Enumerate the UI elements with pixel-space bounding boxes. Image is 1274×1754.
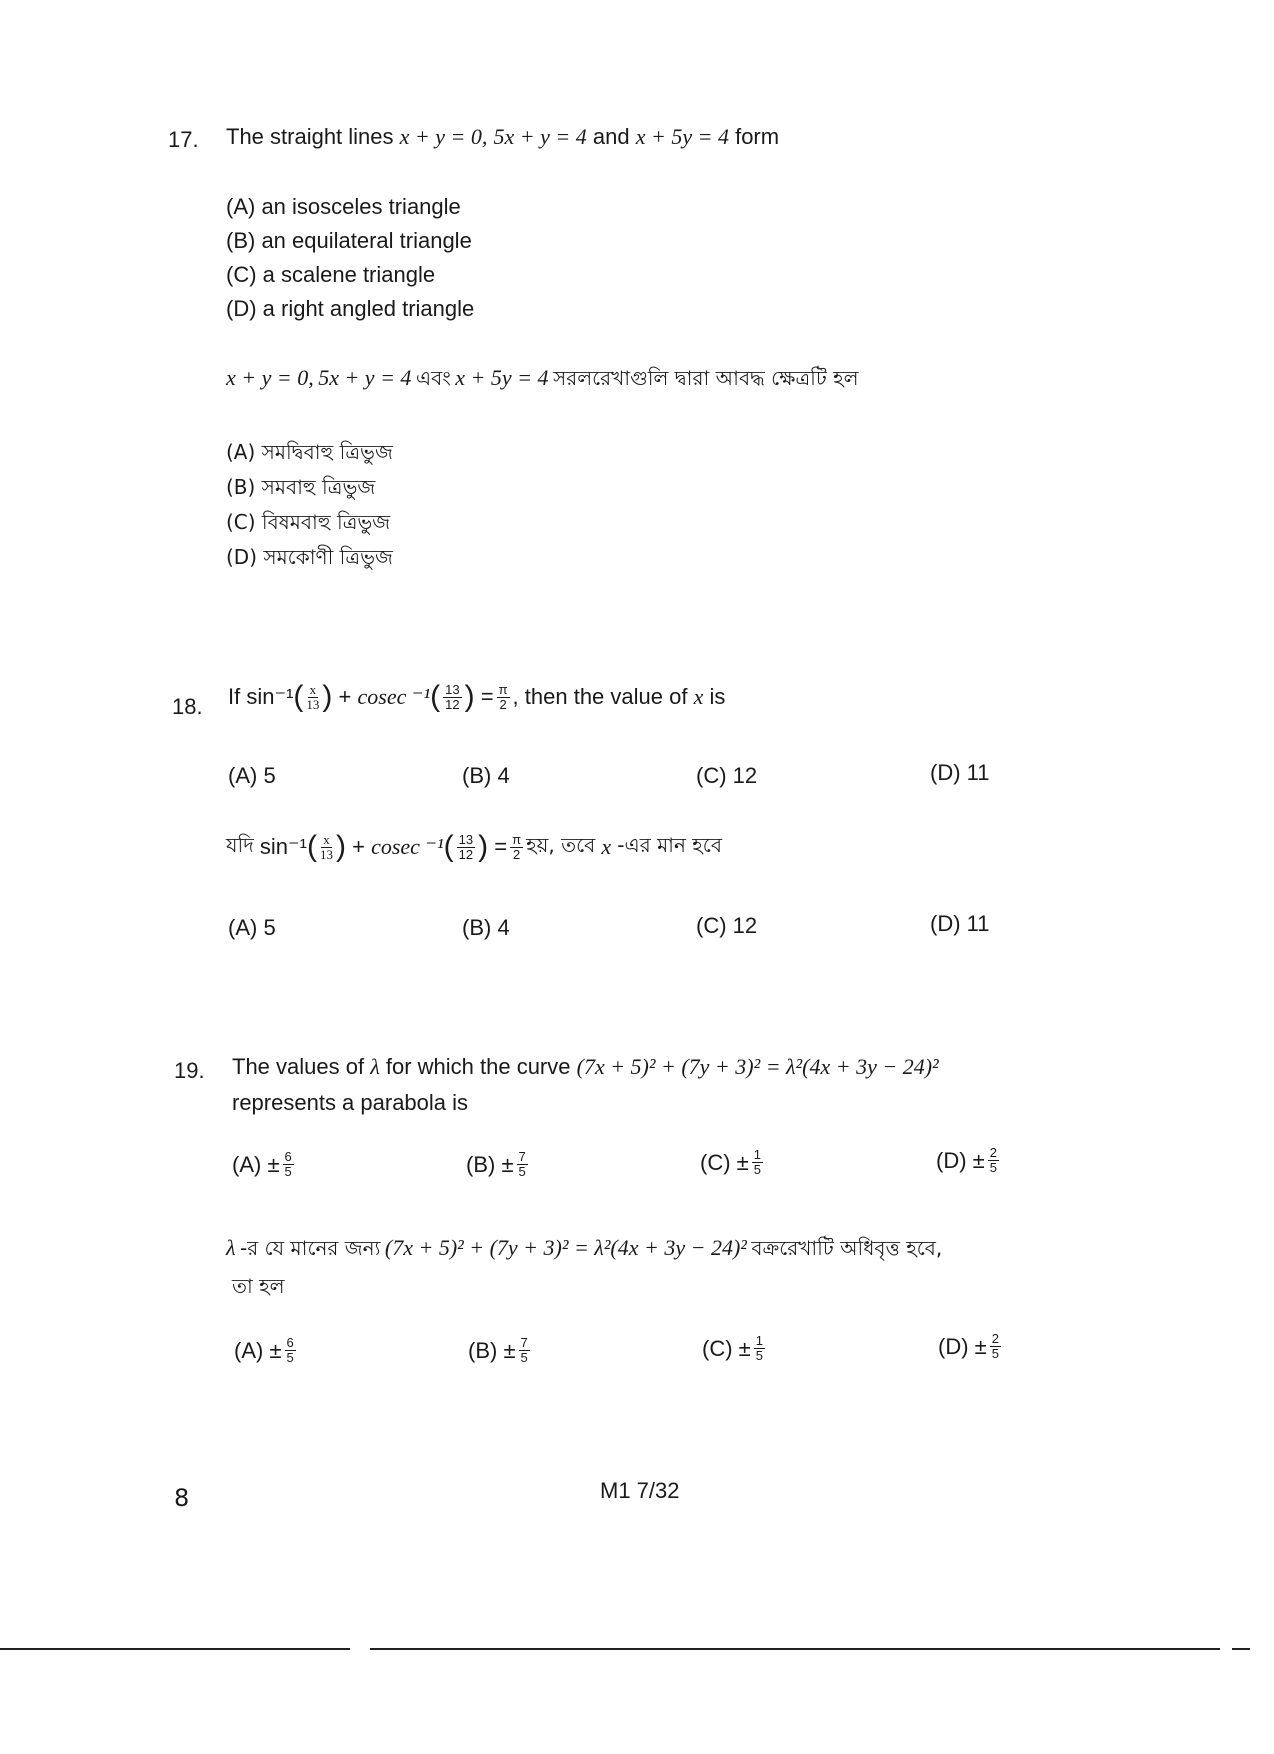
equation: x + y = 0, [399,124,488,149]
option-c-bengali: (C) 12 [696,913,758,938]
option-b: (B) 4 [462,763,510,788]
fraction: $\frac{\pi}{2}$ [498,681,508,712]
equation: (7x + 5)² + (7y + 3)² = λ²(4x + 3y − 24)² [576,1054,939,1079]
question-stem: The values of λ for which the curve (7x + 5)² + (7y + 3)² = λ²(4x + 3y − 24)² [232,1054,939,1079]
option-b: (B) ± $\frac{7}{5}$ [466,1149,526,1179]
question-stem: If sin⁻¹ ( $\frac{x}{13}$ ) + cosec ⁻¹ ( $\frac{13}{12}$ ) = $\frac{\pi}{2}$ , then the value of x is [228,680,726,713]
fraction: $\frac{x}{13}$ [319,831,333,862]
option-c: (C) ± $\frac{1}{5}$ [700,1147,761,1177]
question-stem-bengali-line2: তা হল [232,1274,285,1298]
option-c-bengali: (C) বিষমবাহু ত্রিভুজ [226,510,391,534]
option-c: (C) a scalene triangle [226,262,436,287]
option-a-bengali: (A) সমদ্বিবাহু ত্রিভুজ [226,440,393,464]
page-mark: 8 [174,1484,190,1512]
question-stem-line2: represents a parabola is [232,1090,469,1115]
footer-rule [0,1648,350,1650]
footer-rule [1232,1648,1250,1650]
option-b: (B) an equilateral triangle [226,228,472,253]
option-d-bengali: (D) 11 [930,911,990,936]
option-c: (C) 12 [696,763,758,788]
equation: 5x + y = 4 [493,124,587,149]
option-a: (A) an isosceles triangle [226,194,461,219]
question-stem-bengali: যদি sin⁻¹ ( $\frac{x}{13}$ ) + cosec ⁻¹ ( $\frac{13}{12}$ ) = $\frac{\pi}{2}$ হয়, তবে x -এর মান হবে [226,830,722,863]
option-b-bengali: (B) সমবাহু ত্রিভুজ [226,475,376,499]
fraction: $\frac{13}{12}$ [458,831,474,862]
option-c-bengali: (C) ± $\frac{1}{5}$ [702,1333,763,1363]
question-stem: The straight lines x + y = 0, 5x + y = 4 and x + 5y = 4 form [226,124,780,149]
option-d: (D) 11 [930,760,990,785]
question-number: 19. [174,1058,205,1083]
option-b-bengali: (B) ± $\frac{7}{5}$ [468,1335,528,1365]
question-number: 18. [172,694,203,719]
option-d: (D) a right angled triangle [226,296,475,321]
option-a-bengali: (A) 5 [228,915,276,940]
option-d-bengali: (D) সমকোণী ত্রিভুজ [226,545,393,569]
question-number: 17. [168,127,199,152]
footer-rule [370,1648,1220,1650]
option-a: (A) ± $\frac{6}{5}$ [232,1149,292,1179]
question-stem-bengali: λ -র যে মানের জন্য (7x + 5)² + (7y + 3)² = λ²(4x + 3y − 24)² বক্ররেখাটি অধিবৃত্ত হবে, [226,1235,943,1260]
fraction: $\frac{x}{13}$ [306,681,320,712]
question-stem-bengali: x + y = 0, 5x + y = 4 এবং x + 5y = 4 সরলরেখাগুলি দ্বারা আবদ্ধ ক্ষেত্রটি হল [226,365,859,390]
equation: x + 5y = 4 [635,124,729,149]
option-a: (A) 5 [228,763,276,788]
fraction: $\frac{\pi}{2}$ [512,831,522,862]
option-b-bengali: (B) 4 [462,915,510,940]
page-code: M1 7/32 [600,1478,680,1503]
fraction: $\frac{13}{12}$ [445,681,460,712]
option-d: (D) ± $\frac{2}{5}$ [936,1145,997,1175]
option-a-bengali: (A) ± $\frac{6}{5}$ [234,1335,294,1365]
option-d-bengali: (D) ± $\frac{2}{5}$ [938,1331,999,1361]
